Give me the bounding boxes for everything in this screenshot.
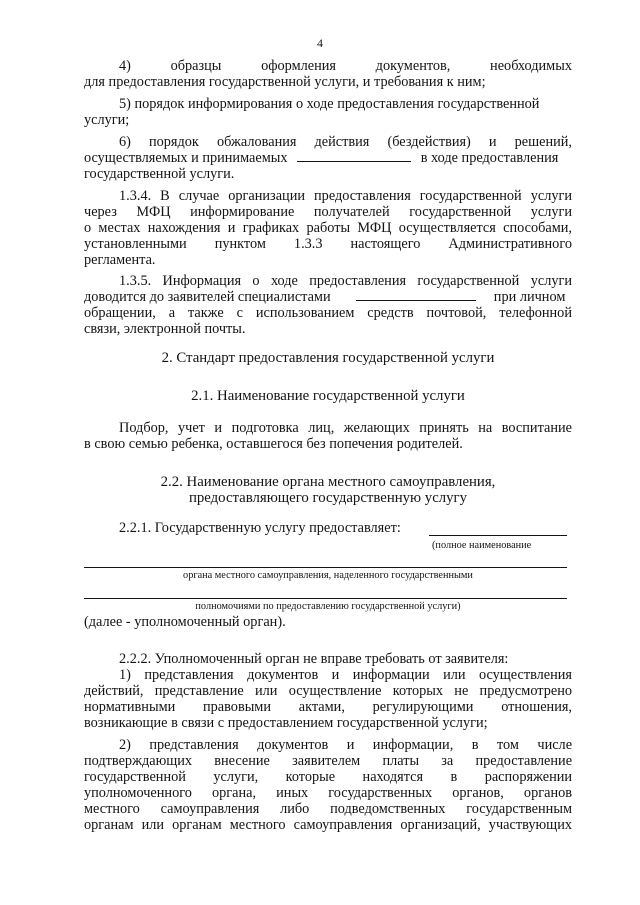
clause-1-3-4-line-3: о местах нахождения и графиках работы МФЦ осуществляется способами, (84, 220, 572, 236)
clause-2-2-2-line-3: действий, представление или осуществление которых не предусмотрено (84, 683, 572, 699)
item-2-line-3: государственной услуги, которые находятся в распоряжении (84, 769, 573, 785)
item-2-line-5: местного самоуправления либо подведомственных государственным (84, 801, 572, 817)
section-2-2-heading-line-2: предоставляющего государственную услугу (188, 490, 468, 506)
item-2-line-2: подтверждающих внесение заявителем платы за предоставление (84, 753, 573, 769)
clause-2-2-1-line-2: (далее - уполномоченный орган). (84, 614, 286, 630)
item-5-line-2: услуги; (84, 112, 130, 128)
item-6-line-3: государственной услуги. (84, 166, 235, 182)
item-6-line-1: 6) порядок обжалования действия (бездействия) и решений, (119, 134, 572, 150)
clause-1-3-5-line-1: 1.3.5. Информация о ходе предоставления государственной услуги (119, 273, 572, 289)
clause-1-3-4-line-4: установленными пунктом 1.3.3 настоящего Административного (84, 236, 572, 252)
clause-1-3-5-line-4: связи, электронной почты. (84, 321, 246, 337)
clause-2-2-1-line-1: 2.2.1. Государственную услугу предоставляет: (119, 520, 401, 536)
fill-in-line (84, 598, 567, 599)
fill-in-blank (356, 290, 476, 301)
clause-1-3-5-line-3: обращении, а также с использованием средств почтовой, телефонной (84, 305, 572, 321)
clause-1-3-4-line-5: регламента. (84, 252, 156, 268)
item-2-line-6: органам или органам местного самоуправления организаций, участвующих (84, 817, 572, 833)
page-number: 4 (317, 36, 323, 50)
footnote-note-2: органа местного самоуправления, наделенного государственными (183, 570, 473, 581)
item-4-line-1: 4) образцы оформления документов, необходимых (119, 58, 572, 74)
service-name-line-2: в свою семью ребенка, оставшегося без попечения родителей. (84, 436, 463, 452)
fill-in-line (84, 567, 567, 568)
section-2-2-heading-line-1: 2.2. Наименование органа местного самоуправления, (160, 474, 496, 490)
clause-2-2-2-line-4: нормативными правовыми актами, регулирующими отношения, (84, 699, 573, 715)
item-5-line-1: 5) порядок информирования о ходе предоставления государственной (119, 96, 540, 112)
clause-2-2-2-line-2: 1) представления документов и информации или осуществления (119, 667, 572, 683)
clause-2-2-2-line-5: возникающие в связи с предоставлением государственной услуги; (84, 715, 488, 731)
section-2-heading: 2. Стандарт предоставления государственной услуги (161, 350, 495, 366)
footnote-note-3: полномочиями по предоставлению государственной услуги) (195, 601, 461, 612)
service-name-line-1: Подбор, учет и подготовка лиц, желающих принять на воспитание (119, 420, 572, 436)
clause-1-3-4-line-2: через МФЦ информирование получателей государственной услуги (84, 204, 572, 220)
item-2-line-4: уполномоченного органа, иных государственных органов, органов (84, 785, 572, 801)
clause-1-3-5-line-2: доводится до заявителей специалистами при личном (84, 289, 566, 305)
item-2-line-1: 2) представления документов и информации, в том числе (119, 737, 573, 753)
fill-in-blank (429, 535, 567, 536)
item-4-line-2: для предоставления государственной услуги, и требования к ним; (84, 74, 486, 90)
clause-2-2-2-line-1: 2.2.2. Уполномоченный орган не вправе требовать от заявителя: (119, 651, 509, 667)
footnote-note-1: (полное наименование (432, 540, 532, 551)
fill-in-blank (297, 151, 411, 162)
item-6-line-2: осуществляемых и принимаемых в ходе предоставления (84, 150, 559, 166)
clause-1-3-4-line-1: 1.3.4. В случае организации предоставления государственной услуги (119, 188, 572, 204)
section-2-1-heading: 2.1. Наименование государственной услуги (191, 388, 465, 404)
